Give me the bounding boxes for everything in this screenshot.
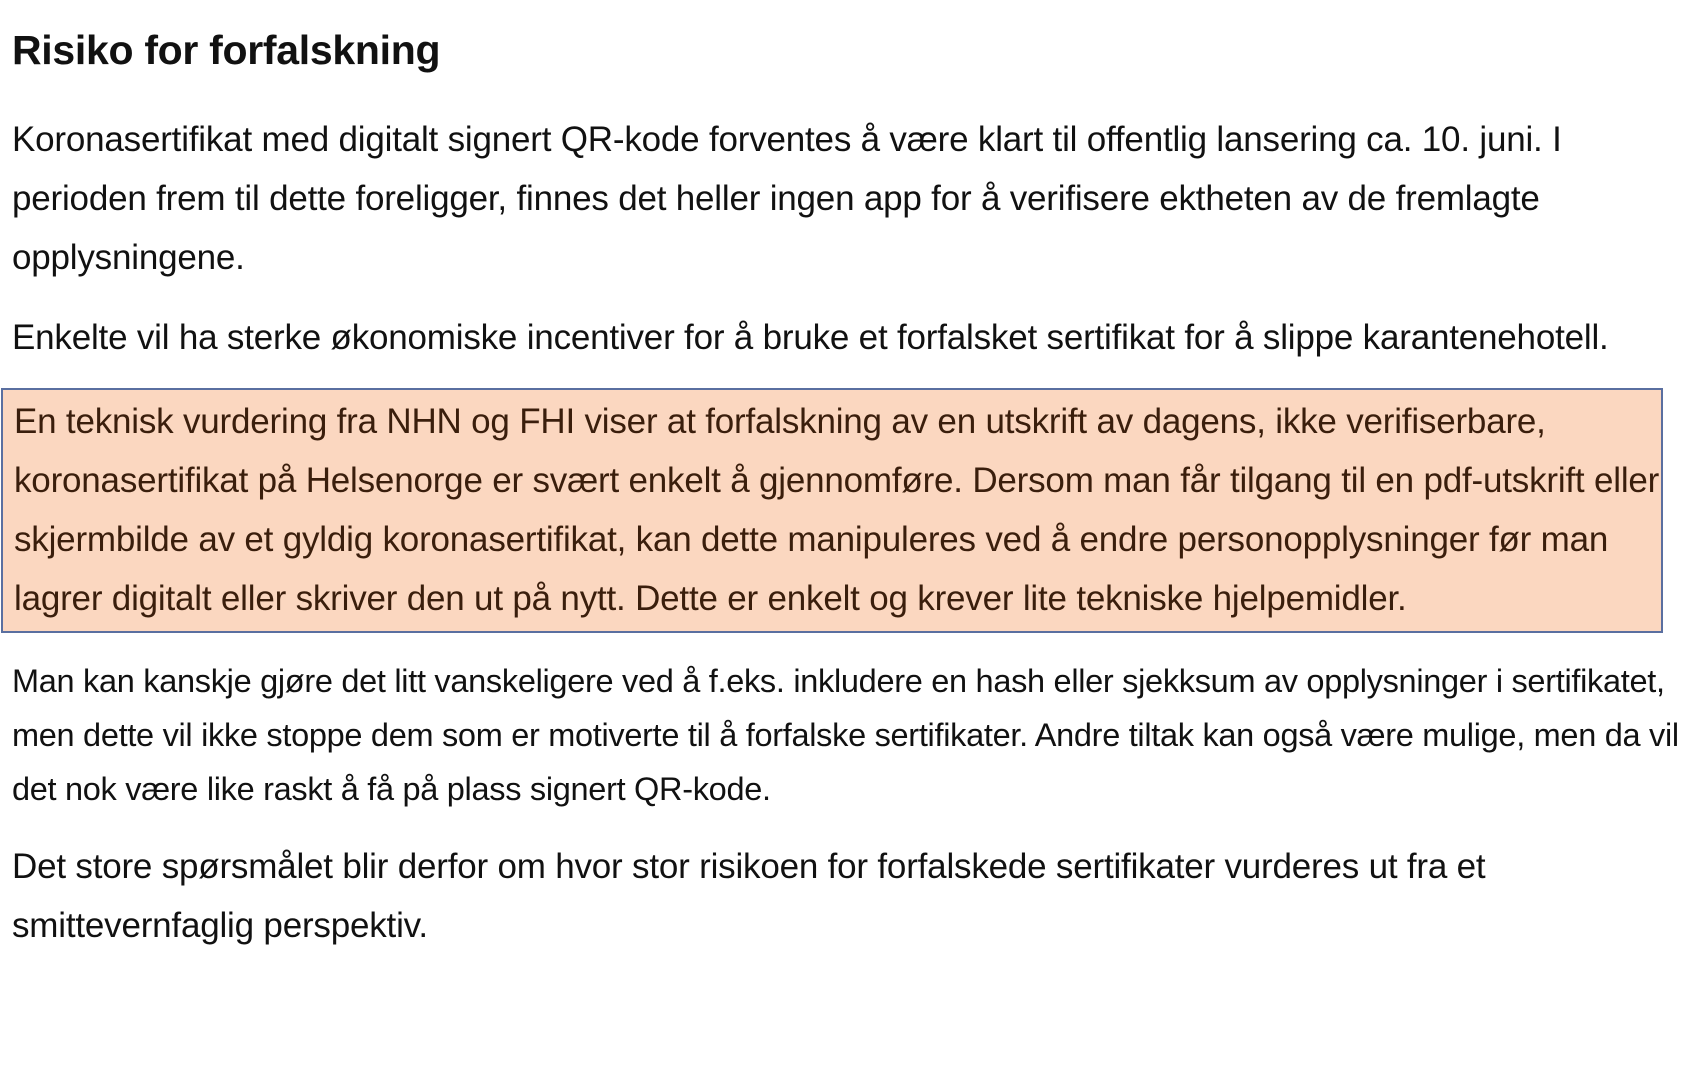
paragraph-economic-incentives: Enkelte vil ha sterke økonomiske incentiver for å bruke et forfalsket sertifikat for å slippe karantenehotell. xyxy=(12,318,1609,357)
paragraph-key-question: Det store spørsmålet blir derfor om hvor stor risikoen for forfalskede sertifikater vurderes ut fra et smittevernfaglig perspektiv. xyxy=(12,847,1486,945)
document-page xyxy=(12,20,1688,976)
highlighted-paragraph-box xyxy=(1,388,1663,633)
section-heading: Risiko for forfalskning xyxy=(12,27,441,73)
paragraph-release-date: Koronasertifikat med digitalt signert QR-kode forventes å være klart til offentlig lansering ca. 10. juni. I perioden frem til dette foreligger, finnes det heller ingen app for å verifisere ektheten av de fremlagte opplysningene. xyxy=(12,120,1562,277)
paragraph-technical-assessment: En teknisk vurdering fra NHN og FHI viser at forfalskning av en utskrift av dagens, ikke verifiserbare, koronasertifikat på Helsenorge er svært enkelt å gjennomføre. Dersom man får tilgang til en pdf-utskrift eller skjermbilde av et gyldig koronasertifikat, kan dette manipuleres ved å endre personopplysninger før man lagrer digitalt eller skriver den ut på nytt. Dette er enkelt og krever lite tekniske hjelpemidler. xyxy=(14,402,1660,618)
paragraph-mitigation-options: Man kan kanskje gjøre det litt vanskeligere ved å f.eks. inkludere en hash eller sjekksum av opplysninger i sertifikatet, men dette vil ikke stoppe dem som er motiverte til å forfalske sertifikater. Andre tiltak kan også være mulige, men da vil det nok være like raskt å få på plass signert QR-kode. xyxy=(12,663,1679,807)
